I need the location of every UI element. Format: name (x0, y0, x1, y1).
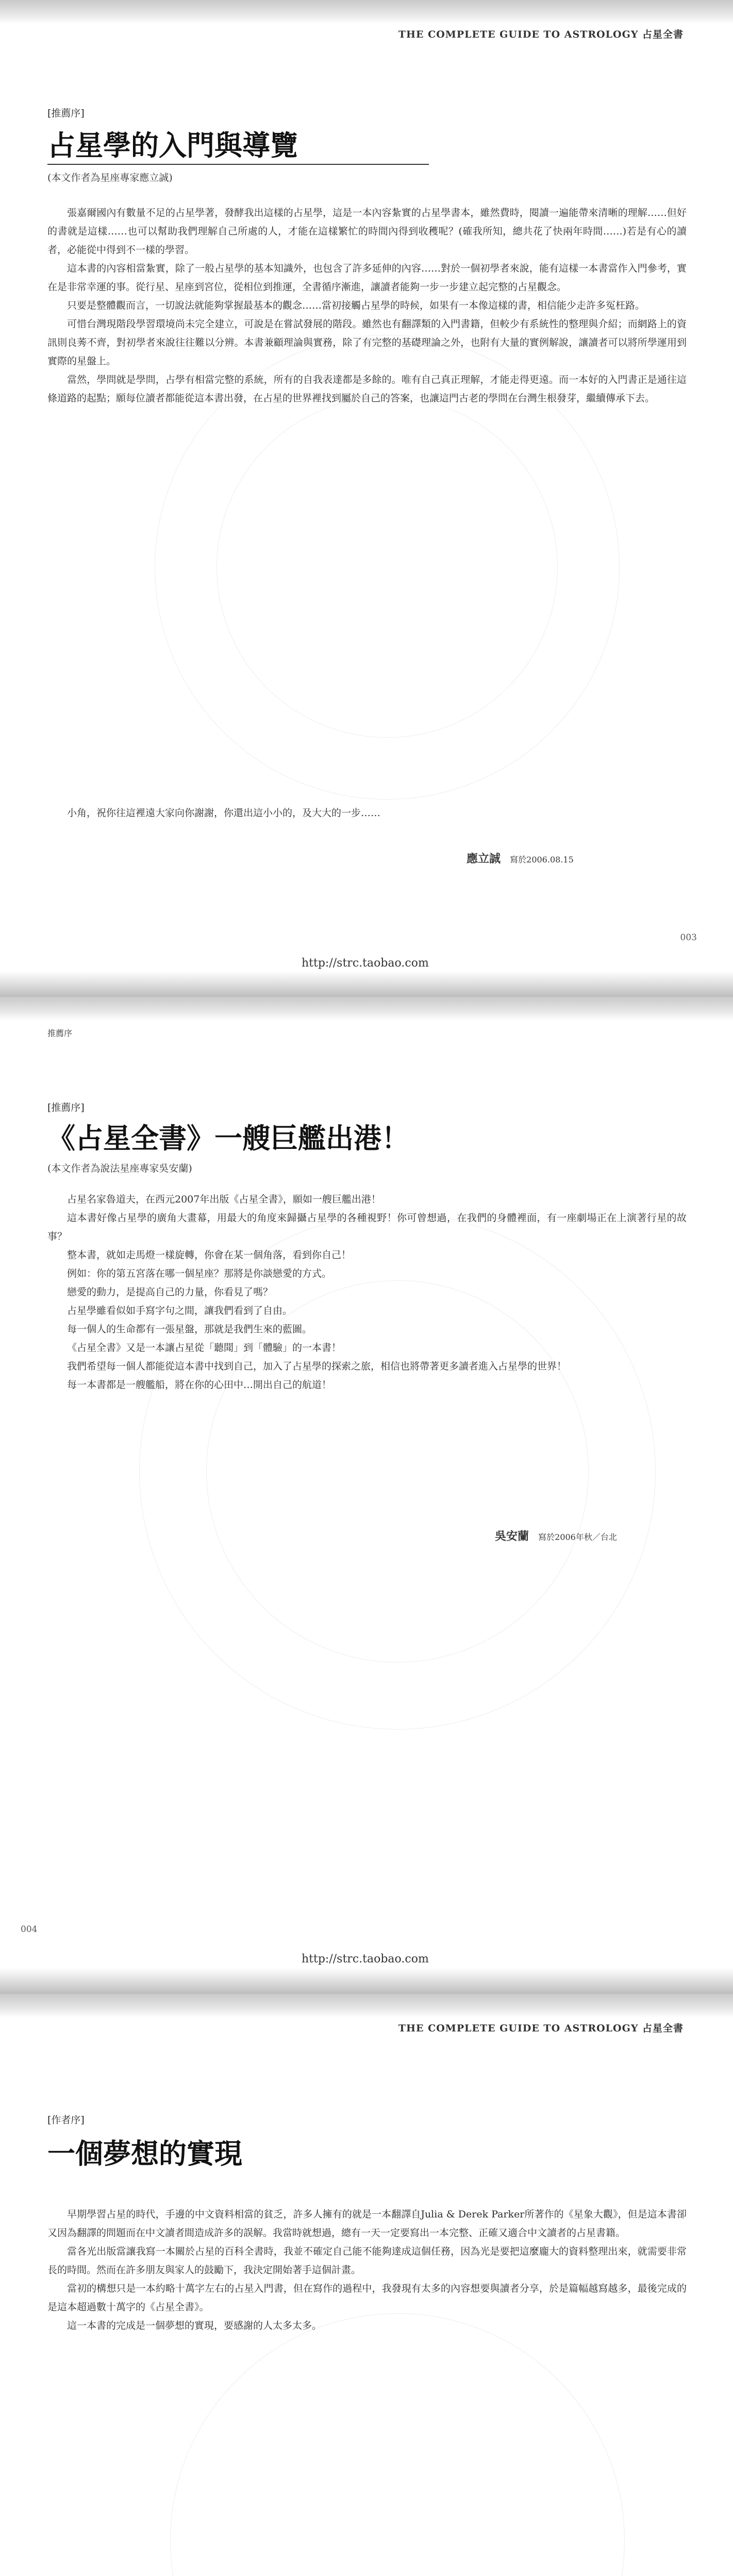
paragraph: 這本書好像占星學的廣角大畫幕，用最大的角度來歸攝占星學的各種視野！你可曾想過，在我們的身體裡面，有一座劇場正在上演著行星的故事？ (47, 1212, 687, 1242)
book-brand: THE COMPLETE GUIDE TO ASTROLOGY 占星全書 (398, 29, 684, 40)
page-header-band (0, 0, 733, 24)
section-label: [推薦序] (47, 1102, 85, 1113)
paragraph: 占星名家魯道夫，在西元2007年出版《占星全書》，願如一艘巨艦出港！ (67, 1194, 381, 1205)
page-header-band (0, 997, 733, 1021)
running-head: 推薦序 (47, 1028, 73, 1038)
page-subtitle: (本文作者為說法星座專家吳安蘭) (47, 1163, 192, 1174)
watermark-url: http://strc.taobao.com (302, 1953, 429, 1965)
page-header-band (0, 1994, 733, 2018)
signature: 吳安蘭 (495, 1530, 529, 1543)
paragraph: 這一本書的完成是一個夢想的實現，要感謝的人太多太多。 (67, 2320, 322, 2331)
closing-line: 小角，祝你往這裡遠大家向你謝謝，你還出這小小的，及大大的一步…… (67, 807, 381, 819)
signature-block (467, 850, 574, 866)
page-number: 004 (21, 1924, 38, 1935)
paragraph: 這本書的內容相當紮實，除了一般占星學的基本知識外，也包含了許多延伸的內容……對於一個初學者來說，能有這樣一本書當作入門參考，實在是非常幸運的事。從行星、星座到宮位，從相位到推運，全書循序漸進，讓讀者能夠一步一步建立起完整的占星觀念。 (47, 263, 687, 293)
section-label: [作者序] (47, 2114, 85, 2126)
paragraph: 當初的構想只是一本約略十萬字左右的占星入門書，但在寫作的過程中，我發現有太多的內容想要與讀者分享，於是篇幅越寫越多，最後完成的是這本超過數十萬字的《占星全書》。 (47, 2283, 687, 2313)
page-2 (0, 997, 733, 1994)
page-footer-band (0, 1968, 733, 1994)
body-text (47, 1190, 687, 1394)
title-divider (47, 164, 429, 165)
body-text (47, 204, 687, 408)
paragraph: 占星學雖看似如手寫字句之間，讓我們看到了自由。 (67, 1305, 293, 1316)
book-brand: THE COMPLETE GUIDE TO ASTROLOGY 占星全書 (398, 2023, 684, 2034)
page-footer-band (0, 971, 733, 997)
page-number: 003 (680, 933, 697, 943)
page-title: 一個夢想的實現 (47, 2137, 242, 2170)
signature: 應立誠 (467, 852, 501, 866)
paragraph: 早期學習占星的時代，手邊的中文資料相當的貧乏，許多人擁有的就是一本翻譯自Julia & Derek Parker所著作的《星象大觀》，但是這本書卻又因為翻譯的問題而在中文讀者間造成許多的誤解。我當時就想過，總有一天一定要寫出一本完整、正確又適合中文讀者的占星書籍。 (47, 2209, 687, 2239)
sign-date: 寫於2006年秋／台北 (538, 1532, 617, 1542)
page-3 (0, 1994, 733, 2576)
page-title: 占星學的入門與導覽 (47, 129, 298, 162)
paragraph: 整本書，就如走馬燈一樣旋轉，你會在某一個角落，看到你自己！ (67, 1249, 352, 1261)
zodiac-ring-decoration (170, 2313, 625, 2576)
paragraph: 只要是整體觀而言，一切說法就能夠掌握最基本的觀念……當初接觸占星學的時候，如果有一本像這樣的書，相信能少走許多冤枉路。 (67, 300, 645, 311)
sign-date: 寫於2006.08.15 (510, 855, 574, 865)
watermark-url: http://strc.taobao.com (302, 957, 429, 970)
body-text (47, 2205, 687, 2335)
paragraph: 我們希望每一個人都能從這本書中找到自己，加入了占星學的探索之旅，相信也將帶著更多讀者進入占星學的世界！ (67, 1361, 567, 1372)
zodiac-ring-decoration (216, 397, 558, 738)
paragraph: 例如：你的第五宮落在哪一個星座？那將是你談戀愛的方式。 (67, 1268, 332, 1279)
paragraph: 每一本書都是一艘艦船，將在你的心田中…開出自己的航道！ (67, 1379, 332, 1391)
signature-block (495, 1528, 617, 1544)
section-label: [推薦序] (47, 108, 85, 119)
paragraph: 《占星全書》又是一本讓占星從「聽聞」到「體驗」的一本書！ (67, 1342, 342, 1353)
page-1 (0, 0, 733, 997)
paragraph: 當各光出版當讓我寫一本關於占星的百科全書時，我並不確定自己能不能夠達成這個任務，因為光是要把這麼龐大的資料整理出來，就需要非常長的時間。然而在許多朋友與家人的鼓勵下，我決定開始著手這個計畫。 (47, 2246, 687, 2276)
page-title: 《占星全書》一艘巨艦出港！ (47, 1122, 409, 1155)
paragraph: 當然，學問就是學問，占學有相當完整的系統，所有的自我表達都是多餘的。唯有自己真正理解，才能走得更遠。而一本好的入門書正是通往這條道路的起點；願每位讀者都能從這本書出發，在占星的世界裡找到屬於自己的答案，也讓這門古老的學問在台灣生根發芽，繼續傳承下去。 (47, 374, 687, 404)
paragraph: 每一個人的生命都有一張星盤，那就是我們生來的藍圖。 (67, 1324, 312, 1335)
page-subtitle: (本文作者為星座專家應立誠) (47, 172, 173, 183)
paragraph: 戀愛的動力，是提高自己的力量，你看見了嗎？ (67, 1286, 273, 1298)
paragraph: 張嘉爾國內有數量不足的占星學著，發酵我出這樣的占星學，這是一本內容紮實的占星學書本，雖然費時，閱讀一遍能帶來清晰的理解……但好的書就是這樣……也可以幫助我們理解自己所處的人，才能在這樣繁忙的時間內得到收穫呢？(確我所知，總共花了快兩年時間……)若是有心的讀者，必能從中得到不一樣的學習。 (47, 207, 687, 256)
paragraph: 可惜台灣現階段學習環境尚未完全建立，可說是在嘗試發展的階段。雖然也有翻譯類的入門書籍，但較少有系統性的整理與介紹；而網路上的資訊則良莠不齊，對初學者來說往往難以分辨。本書兼顧理論與實務，除了有完整的基礎理論之外，也附有大量的實例解說，讓讀者可以將所學運用到實際的星盤上。 (47, 318, 687, 367)
